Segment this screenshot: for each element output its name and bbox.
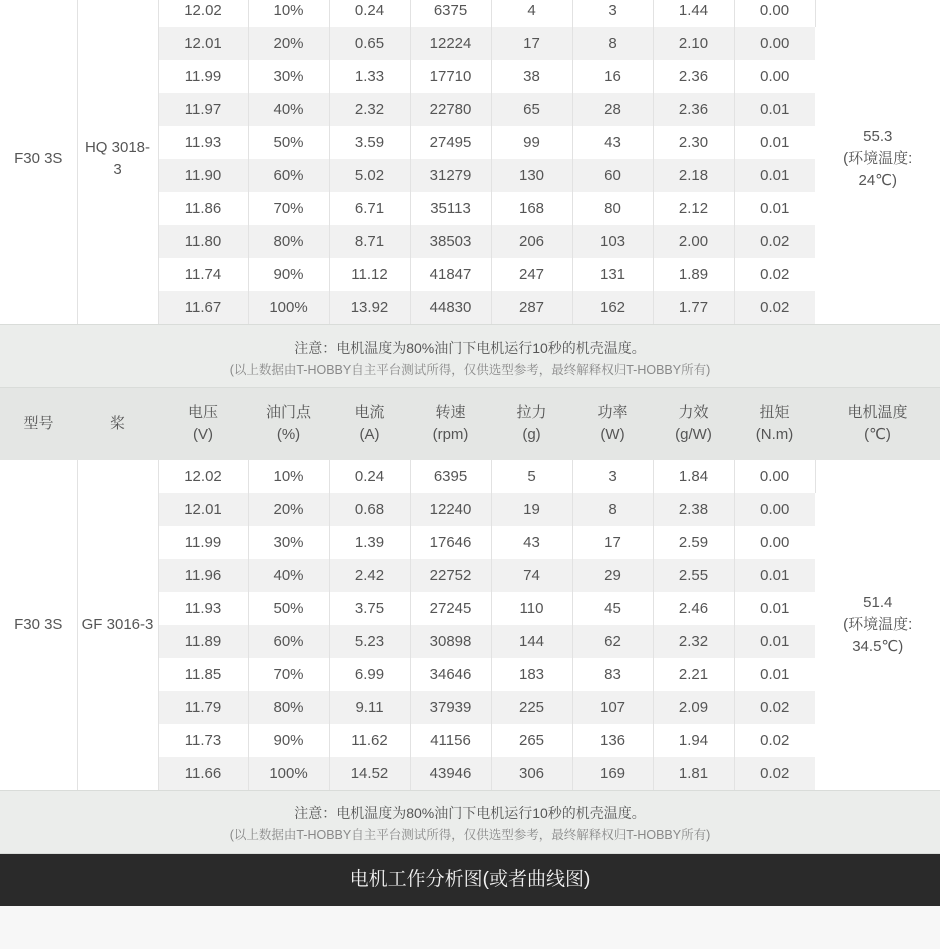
table-cell: 2.55	[653, 559, 734, 592]
table-cell: 0.00	[734, 60, 815, 93]
header-thrust: 拉力 (g)	[491, 388, 572, 460]
temperature-line: (环境温度:	[843, 616, 913, 633]
table-cell: 306	[491, 757, 572, 790]
table-cell: 1.89	[653, 258, 734, 291]
temperature-line: (环境温度:	[843, 150, 913, 167]
table-row	[0, 460, 940, 493]
table-cell: 80%	[248, 225, 329, 258]
test-note	[0, 790, 940, 854]
table-cell: 0.01	[734, 192, 815, 225]
header-rpm: 转速 (rpm)	[410, 388, 491, 460]
table-cell: 2.36	[653, 93, 734, 126]
table-cell: 31279	[410, 159, 491, 192]
table-cell: 20%	[248, 27, 329, 60]
table-cell: 37939	[410, 691, 491, 724]
table-cell: 11.93	[158, 592, 248, 625]
table-cell: 2.21	[653, 658, 734, 691]
table-cell: 12.01	[158, 27, 248, 60]
header-throttle: 油门点 (%)	[248, 388, 329, 460]
table-cell: 107	[572, 691, 653, 724]
table-cell: 1.77	[653, 291, 734, 324]
table-cell: 0.02	[734, 691, 815, 724]
table-cell: 5.02	[329, 159, 410, 192]
table-cell: 41156	[410, 724, 491, 757]
table-cell: 6395	[410, 460, 491, 493]
table-body-gf3016	[0, 460, 940, 790]
table-cell: 13.92	[329, 291, 410, 324]
table-cell: 40%	[248, 559, 329, 592]
table-cell: 2.32	[653, 625, 734, 658]
table-cell: 62	[572, 625, 653, 658]
table-cell: 60%	[248, 159, 329, 192]
table-cell: 136	[572, 724, 653, 757]
temperature-line: 24℃)	[858, 172, 898, 189]
table-cell: 27245	[410, 592, 491, 625]
table-cell: 12.01	[158, 493, 248, 526]
table-cell: 0.02	[734, 724, 815, 757]
header-current: 电流 (A)	[329, 388, 410, 460]
table-cell: 90%	[248, 724, 329, 757]
table-cell: 29	[572, 559, 653, 592]
temperature-cell	[815, 0, 940, 324]
table-cell: 11.86	[158, 192, 248, 225]
table-cell: 2.36	[653, 60, 734, 93]
note-sub-text: (以上数据由T-HOBBY自主平台测试所得，仅供选型参考，最终解释权归T-HOBBY所有)	[229, 363, 711, 377]
table-cell: 5	[491, 460, 572, 493]
table-cell: 99	[491, 126, 572, 159]
table-cell: 40%	[248, 93, 329, 126]
table-cell: 12.02	[158, 0, 248, 27]
banner-title: 电机工作分析图(或者曲线图)	[349, 869, 591, 890]
table-cell: 0.24	[329, 0, 410, 27]
table-cell: 0.00	[734, 493, 815, 526]
table-cell: 11.80	[158, 225, 248, 258]
table-cell: 11.90	[158, 159, 248, 192]
table-cell: 2.09	[653, 691, 734, 724]
table-cell: 6.99	[329, 658, 410, 691]
table-cell: 0.01	[734, 559, 815, 592]
table-cell: 5.23	[329, 625, 410, 658]
prop-label: HQ 3018-3	[84, 139, 151, 178]
table-cell: 6375	[410, 0, 491, 27]
table-cell: 11.74	[158, 258, 248, 291]
table-cell: 0.00	[734, 0, 815, 27]
header-voltage: 电压 (V)	[158, 388, 248, 460]
prop-cell	[77, 460, 158, 790]
table-cell: 0.01	[734, 592, 815, 625]
section-banner	[0, 854, 940, 906]
table-cell: 12224	[410, 27, 491, 60]
table-cell: 11.79	[158, 691, 248, 724]
model-cell: F30 3S	[0, 460, 77, 790]
table-cell: 225	[491, 691, 572, 724]
table-cell: 22752	[410, 559, 491, 592]
table-cell: 6.71	[329, 192, 410, 225]
table-cell: 11.97	[158, 93, 248, 126]
table-cell: 131	[572, 258, 653, 291]
table-cell: 90%	[248, 258, 329, 291]
table-cell: 247	[491, 258, 572, 291]
table-cell: 11.96	[158, 559, 248, 592]
table-cell: 0.01	[734, 126, 815, 159]
table-cell: 41847	[410, 258, 491, 291]
table-cell: 169	[572, 757, 653, 790]
table-cell: 0.01	[734, 93, 815, 126]
table-cell: 28	[572, 93, 653, 126]
table-cell: 16	[572, 60, 653, 93]
table-cell: 50%	[248, 592, 329, 625]
table-cell: 22780	[410, 93, 491, 126]
table-cell: 0.02	[734, 225, 815, 258]
table-cell: 12240	[410, 493, 491, 526]
table-cell: 265	[491, 724, 572, 757]
table-cell: 27495	[410, 126, 491, 159]
table-cell: 8	[572, 27, 653, 60]
motor-table-2	[0, 388, 940, 790]
temperature-line: 34.5℃)	[852, 638, 904, 655]
table-cell: 65	[491, 93, 572, 126]
table-cell: 8	[572, 493, 653, 526]
table-cell: 110	[491, 592, 572, 625]
table-cell: 17	[491, 27, 572, 60]
table-cell: 1.44	[653, 0, 734, 27]
table-cell: 0.24	[329, 460, 410, 493]
table-cell: 0.00	[734, 460, 815, 493]
temperature-line: 51.4	[863, 594, 893, 611]
table-cell: 14.52	[329, 757, 410, 790]
table-cell: 38503	[410, 225, 491, 258]
temperature-line: 55.3	[863, 128, 893, 145]
table-cell: 130	[491, 159, 572, 192]
table-cell: 0.01	[734, 625, 815, 658]
table-cell: 83	[572, 658, 653, 691]
model-cell: F30 3S	[0, 0, 77, 324]
header-model: 型号	[0, 388, 77, 460]
table-cell: 20%	[248, 493, 329, 526]
temperature-cell	[815, 460, 940, 790]
table-cell: 11.67	[158, 291, 248, 324]
prop-label: GF 3016-3	[81, 616, 154, 633]
header-efficiency: 力效 (g/W)	[653, 388, 734, 460]
table-cell: 103	[572, 225, 653, 258]
table-cell: 0.01	[734, 658, 815, 691]
motor-table-1	[0, 0, 940, 324]
table-cell: 11.85	[158, 658, 248, 691]
table-cell: 44830	[410, 291, 491, 324]
table-cell: 19	[491, 493, 572, 526]
table-cell: 0.02	[734, 757, 815, 790]
table-cell: 3.75	[329, 592, 410, 625]
table-cell: 11.73	[158, 724, 248, 757]
table-cell: 45	[572, 592, 653, 625]
table-cell: 1.81	[653, 757, 734, 790]
table-cell: 0.00	[734, 526, 815, 559]
table-cell: 100%	[248, 291, 329, 324]
table-cell: 1.39	[329, 526, 410, 559]
table-cell: 2.18	[653, 159, 734, 192]
table-cell: 80%	[248, 691, 329, 724]
table-cell: 3	[572, 460, 653, 493]
table-cell: 35113	[410, 192, 491, 225]
table-cell: 183	[491, 658, 572, 691]
table-cell: 1.84	[653, 460, 734, 493]
table-cell: 0.65	[329, 27, 410, 60]
table-cell: 10%	[248, 460, 329, 493]
table-body-hq3018	[0, 0, 940, 324]
table-cell: 9.11	[329, 691, 410, 724]
table-cell: 2.38	[653, 493, 734, 526]
table-cell: 17	[572, 526, 653, 559]
table-cell: 0.01	[734, 159, 815, 192]
table-cell: 1.33	[329, 60, 410, 93]
table-cell: 34646	[410, 658, 491, 691]
table-cell: 70%	[248, 192, 329, 225]
note-sub-text: (以上数据由T-HOBBY自主平台测试所得，仅供选型参考，最终解释权归T-HOBBY所有)	[229, 828, 711, 842]
header-temp: 电机温度 (℃)	[815, 388, 940, 460]
table-cell: 43	[572, 126, 653, 159]
table-cell: 11.66	[158, 757, 248, 790]
table-cell: 0.00	[734, 27, 815, 60]
table-cell: 2.59	[653, 526, 734, 559]
table-cell: 43946	[410, 757, 491, 790]
table-cell: 3	[572, 0, 653, 27]
table-cell: 70%	[248, 658, 329, 691]
table-cell: 11.99	[158, 60, 248, 93]
table-cell: 3.59	[329, 126, 410, 159]
table-cell: 11.89	[158, 625, 248, 658]
table-cell: 74	[491, 559, 572, 592]
table-row	[0, 0, 940, 27]
table-cell: 2.32	[329, 93, 410, 126]
table-cell: 4	[491, 0, 572, 27]
table-cell: 11.62	[329, 724, 410, 757]
table-cell: 30%	[248, 60, 329, 93]
table-header-row	[0, 388, 940, 460]
table-cell: 38	[491, 60, 572, 93]
table-cell: 206	[491, 225, 572, 258]
table-cell: 11.93	[158, 126, 248, 159]
test-note	[0, 324, 940, 388]
table-cell: 0.68	[329, 493, 410, 526]
table-cell: 100%	[248, 757, 329, 790]
table-cell: 1.94	[653, 724, 734, 757]
table-cell: 60%	[248, 625, 329, 658]
note-main-text: 注意：电机温度为80%油门下电机运行10秒的机壳温度。	[294, 805, 646, 821]
table-cell: 2.42	[329, 559, 410, 592]
table-cell: 17646	[410, 526, 491, 559]
table-cell: 11.12	[329, 258, 410, 291]
prop-cell	[77, 0, 158, 324]
table-cell: 10%	[248, 0, 329, 27]
header-prop: 桨	[77, 388, 158, 460]
table-cell: 0.02	[734, 258, 815, 291]
table-cell: 8.71	[329, 225, 410, 258]
table-cell: 168	[491, 192, 572, 225]
table-cell: 17710	[410, 60, 491, 93]
table-cell: 80	[572, 192, 653, 225]
table-cell: 30898	[410, 625, 491, 658]
table-cell: 11.99	[158, 526, 248, 559]
header-power: 功率 (W)	[572, 388, 653, 460]
table-cell: 30%	[248, 526, 329, 559]
table-cell: 2.10	[653, 27, 734, 60]
note-main-text: 注意：电机温度为80%油门下电机运行10秒的机壳温度。	[294, 340, 646, 356]
table-cell: 287	[491, 291, 572, 324]
header-torque: 扭矩 (N.m)	[734, 388, 815, 460]
table-cell: 2.12	[653, 192, 734, 225]
table-cell: 60	[572, 159, 653, 192]
table-cell: 43	[491, 526, 572, 559]
table-cell: 162	[572, 291, 653, 324]
table-cell: 2.00	[653, 225, 734, 258]
table-cell: 12.02	[158, 460, 248, 493]
table-cell: 50%	[248, 126, 329, 159]
table-cell: 2.46	[653, 592, 734, 625]
table-cell: 144	[491, 625, 572, 658]
table-cell: 2.30	[653, 126, 734, 159]
table-cell: 0.02	[734, 291, 815, 324]
